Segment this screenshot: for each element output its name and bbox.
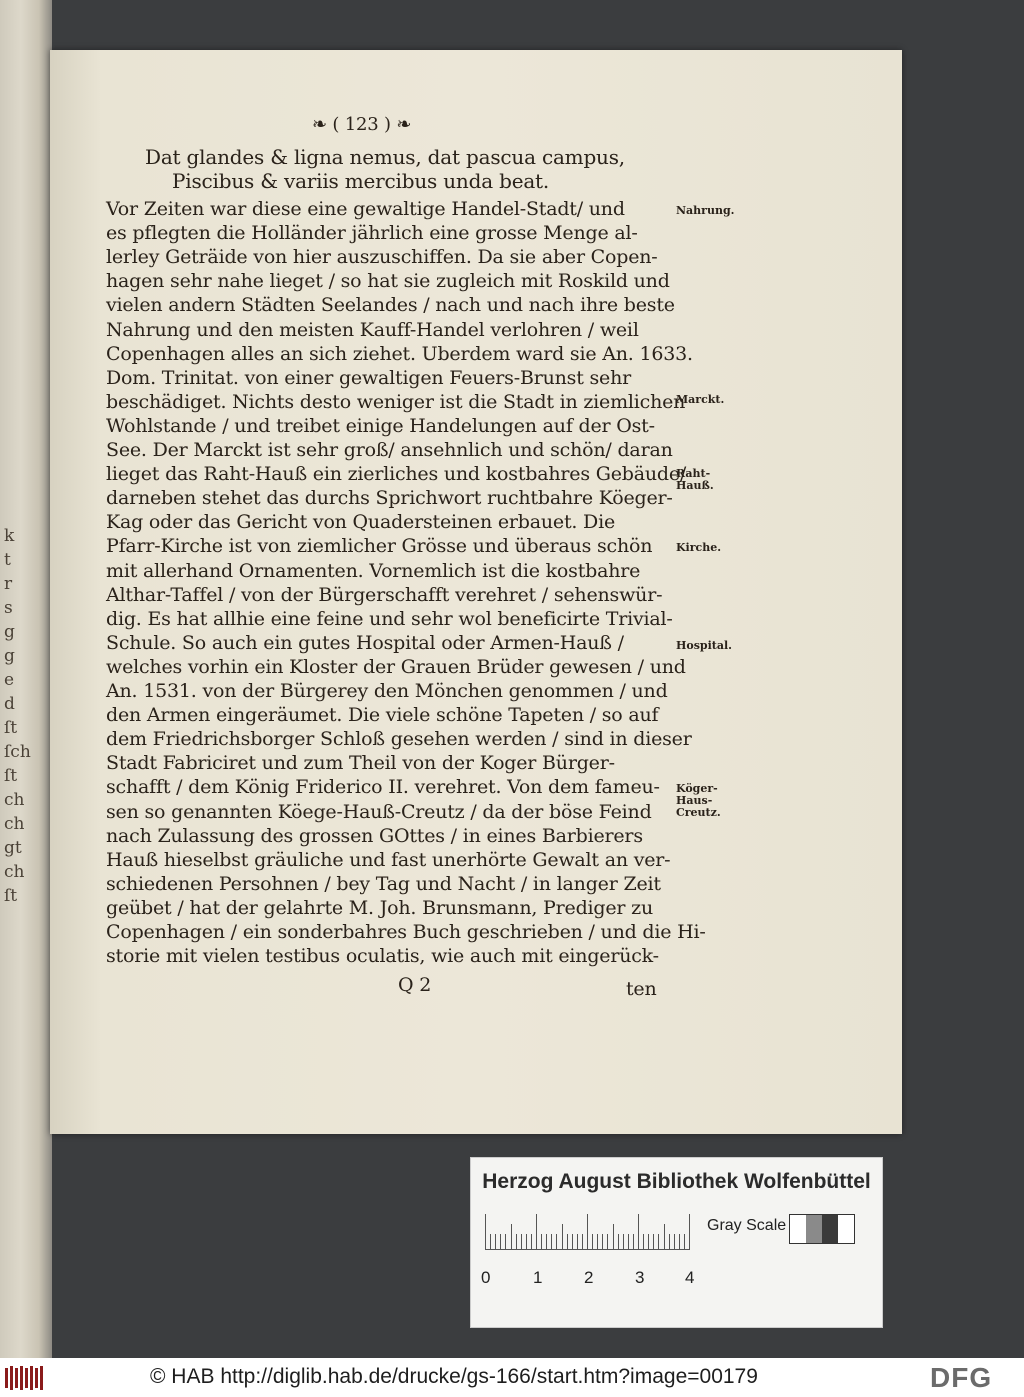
card-title: Herzog August Bibliothek Wolfenbüttel [482, 1170, 871, 1193]
previous-page-edge [0, 0, 52, 1358]
ruler-tick [516, 1234, 517, 1250]
ruler-tick [602, 1234, 603, 1250]
ruler-tick [556, 1234, 557, 1250]
ruler-tick [505, 1234, 506, 1250]
ruler-tick [633, 1234, 634, 1250]
text-line: es pflegten die Holländer jährlich eine grosse Menge al- [106, 222, 638, 245]
marginal-note-nahrung: Nahrung. [676, 204, 735, 217]
ruler-tick [511, 1224, 512, 1250]
text-line: storie mit vielen testibus oculatis, wie auch mit eingerück- [106, 945, 659, 968]
text-line: mit allerhand Ornamenten. Vornemlich ist die kostbahre [106, 559, 641, 582]
ruler-tick [495, 1234, 496, 1250]
text-line: beschädiget. Nichts desto weniger ist die Stadt in ziemlichen [106, 390, 686, 413]
ruler-baseline [485, 1249, 690, 1250]
prev-page-fragment: r [4, 574, 13, 594]
ruler-number: 3 [635, 1268, 645, 1287]
ruler-number: 2 [584, 1268, 594, 1287]
ruler-tick [669, 1234, 670, 1250]
ruler-number: 1 [533, 1268, 543, 1287]
text-line: Schule. So auch ein gutes Hospital oder Armen-Hauß / [106, 631, 624, 654]
prev-page-fragment: gt [4, 838, 22, 858]
prev-page-fragment: ſch [4, 742, 31, 762]
prev-page-fragment: ch [4, 862, 25, 882]
ruler-tick [628, 1234, 629, 1250]
text-line: Wohlstande / und treibet einige Handelungen auf der Ost- [106, 414, 655, 437]
text-line: nach Zulassung des grossen GOttes / in eines Barbierers [106, 824, 643, 847]
marginal-note-koeger-haus-creutz: Köger- Haus- Creutz. [676, 782, 721, 819]
ruler-number: 0 [481, 1268, 491, 1287]
text-line: Copenhagen alles an sich ziehet. Uberdem ward sie An. 1633. [106, 342, 693, 365]
gray-swatch [838, 1215, 854, 1243]
text-line: Dom. Trinitat. von einer gewaltigen Feuers-Brunst sehr [106, 366, 632, 389]
text-line: den Armen eingeräumet. Die viele schöne Tapeten / so auf [106, 704, 659, 727]
text-line: schiedenen Persohnen / bey Tag und Nacht / in langer Zeit [106, 872, 661, 895]
ruler-tick [577, 1234, 578, 1250]
prev-page-fragment: ch [4, 814, 25, 834]
ruler-tick [562, 1224, 563, 1250]
ruler-tick [536, 1214, 537, 1250]
ruler-tick [607, 1234, 608, 1250]
text-line: dem Friedrichsborger Schloß gesehen werden / sind in dieser [106, 728, 692, 751]
hab-logo-icon [4, 1364, 44, 1392]
gray-scale-swatches [789, 1214, 855, 1244]
verse-line-2: Piscibus & variis mercibus unda beat. [172, 169, 550, 193]
prev-page-fragment: ſt [4, 886, 18, 906]
prev-page-fragment: t [4, 550, 11, 570]
dfg-logo: DFG [930, 1362, 993, 1393]
ruler-tick [674, 1234, 675, 1250]
ruler-tick [541, 1234, 542, 1250]
gray-swatch [822, 1215, 838, 1243]
prev-page-fragment: g [4, 646, 15, 666]
text-line: darneben stehet das durchs Sprichwort ruchtbahre Köeger- [106, 487, 673, 510]
ruler-tick [546, 1234, 547, 1250]
copyright-url[interactable]: © HAB http://diglib.hab.de/drucke/gs-166/start.htm?image=00179 [150, 1365, 758, 1388]
ruler-tick [582, 1234, 583, 1250]
book-page [50, 50, 902, 1134]
prev-page-fragment: k [4, 526, 15, 546]
ruler-tick [689, 1214, 690, 1250]
prev-page-fragment: ſt [4, 766, 18, 786]
text-line: lieget das Raht-Hauß ein zierliches und kostbahres Gebäude/ [106, 463, 687, 486]
text-line: sen so genannten Köege-Hauß-Creutz / da der böse Feind [106, 800, 652, 823]
text-line: An. 1531. von der Bürgerey den Mönchen genommen / und [106, 680, 668, 702]
ruler-tick [643, 1234, 644, 1250]
prev-page-fragment: d [4, 694, 15, 714]
prev-page-fragment: g [4, 622, 15, 642]
text-line: Stadt Fabriciret und zum Theil von der Koger Bürger- [106, 752, 615, 775]
text-line: dig. Es hat allhie eine feine und sehr wol beneficirte Trivial- [106, 607, 673, 630]
prev-page-fragment: ch [4, 790, 25, 810]
text-line: lerley Geträide von hier auszuschiffen. Da sie aber Copen- [106, 246, 658, 269]
ruler-tick [597, 1234, 598, 1250]
text-line: Pfarr-Kirche ist von ziemlicher Grösse und überaus schön [106, 535, 653, 558]
ruler-tick [526, 1234, 527, 1250]
ruler [485, 1210, 693, 1250]
ruler-tick [592, 1234, 593, 1250]
ruler-tick [485, 1214, 486, 1250]
text-line: Copenhagen / ein sonderbahres Buch geschrieben / und die Hi- [106, 921, 706, 943]
ruler-tick [658, 1234, 659, 1250]
gray-scale-label: Gray Scale [707, 1217, 787, 1234]
text-line: Vor Zeiten war diese eine gewaltige Handel-Stadt/ und [106, 198, 625, 220]
text-line: geübet / hat der gelahrte M. Joh. Brunsmann, Prediger zu [106, 896, 653, 919]
ruler-tick [618, 1234, 619, 1250]
page-header: ❧ ( 123 ) ❧ [312, 114, 412, 135]
text-line: welches vorhin ein Kloster der Grauen Brüder gewesen / und [106, 655, 686, 678]
ruler-tick [587, 1214, 588, 1250]
marginal-note-raht-hauss: Raht- Hauß. [676, 467, 714, 492]
verse-line-1: Dat glandes & ligna nemus, dat pascua campus, [145, 145, 625, 169]
ruler-tick [490, 1234, 491, 1250]
ruler-tick [567, 1234, 568, 1250]
color-reference-card [470, 1157, 883, 1328]
text-line: Althar-Taffel / von der Bürgerschafft verehret / sehenswür- [106, 583, 663, 606]
marginal-note-marckt: Marckt. [676, 393, 725, 406]
prev-page-fragment: ſt [4, 718, 18, 738]
ruler-tick [521, 1234, 522, 1250]
gray-swatch [806, 1215, 822, 1243]
ruler-tick [653, 1234, 654, 1250]
marginal-note-kirche: Kirche. [676, 541, 722, 554]
ruler-tick [531, 1234, 532, 1250]
marginal-note-hospital: Hospital. [676, 639, 733, 652]
ruler-tick [623, 1234, 624, 1250]
text-line: schafft / dem König Friderico II. verehret. Von dem fameu- [106, 776, 660, 799]
text-line: Hauß hieselbst gräuliche und fast unerhörte Gewalt an ver- [106, 848, 671, 871]
ruler-number: 4 [685, 1268, 695, 1287]
text-line: hagen sehr nahe lieget / so hat sie zugleich mit Roskild und [106, 270, 670, 293]
gray-swatch [790, 1215, 806, 1243]
page-signature: Q 2 [398, 974, 432, 996]
ruler-tick [500, 1234, 501, 1250]
ruler-tick [684, 1234, 685, 1250]
ruler-tick [613, 1224, 614, 1250]
catchword: ten [626, 978, 657, 1000]
ruler-tick [664, 1224, 665, 1250]
text-line: vielen andern Städten Seelandes / nach und nach ihre beste [106, 294, 675, 317]
text-line: Kag oder das Gericht von Quadersteinen erbauet. Die [106, 511, 616, 534]
previous-page-text-fragments [0, 0, 52, 1000]
text-line: See. Der Marckt ist sehr groß/ ansehnlich und schön/ daran [106, 439, 673, 461]
ruler-tick [551, 1234, 552, 1250]
footer-bar [0, 1358, 1024, 1397]
ruler-tick [572, 1234, 573, 1250]
ruler-tick [638, 1214, 639, 1250]
ruler-tick [679, 1234, 680, 1250]
prev-page-fragment: s [4, 598, 13, 618]
prev-page-fragment: e [4, 670, 15, 690]
text-line: Nahrung und den meisten Kauff-Handel verlohren / weil [106, 318, 639, 341]
ruler-tick [648, 1234, 649, 1250]
